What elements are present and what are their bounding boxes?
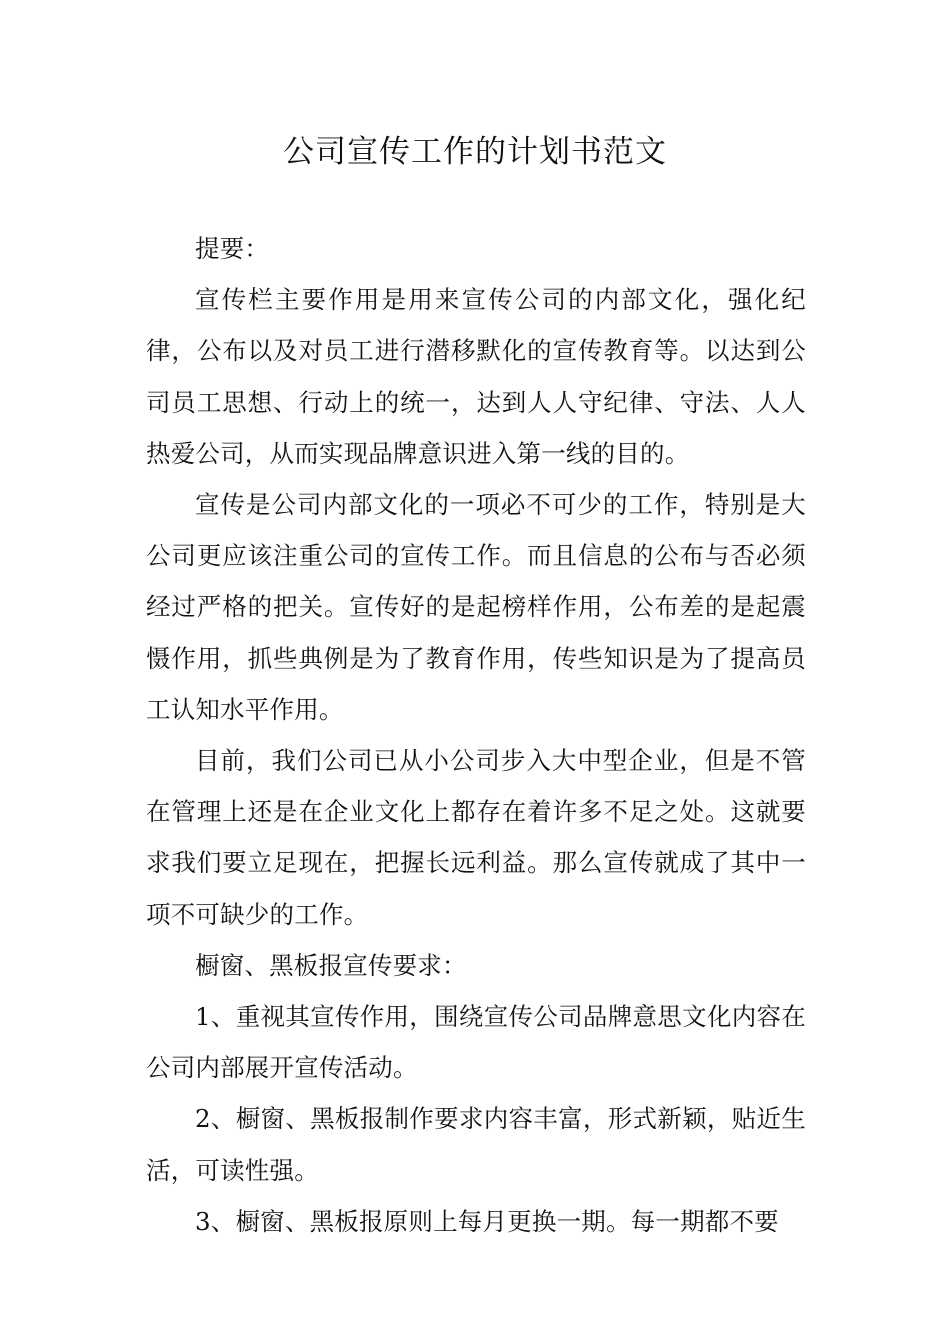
document-body [146,223,806,1247]
paragraph-bulletin-purpose: 宣传栏主要作用是用来宣传公司的内部文化，强化纪律，公布以及对员工进行潜移默化的宣传教育等。以达到公司员工思想、行动上的统一，达到人人守纪律、守法、人人热爱公司，从而实现品牌意识进入第一线的目的。 [146,285,806,468]
summary-heading: 提要： [195,234,270,263]
paragraph-current-situation: 目前，我们公司已从小公司步入大中型企业，但是不管在管理上还是在企业文化上都存在着许多不足之处。这就要求我们要立足现在，把握长远利益。那么宣传就成了其中一项不可缺少的工作。 [146,746,806,929]
requirement-item-2: 2、橱窗、黑板报制作要求内容丰富，形式新颖，贴近生活，可读性强。 [146,1104,806,1185]
paragraph-publicity-importance: 宣传是公司内部文化的一项必不可少的工作，特别是大公司更应该注重公司的宣传工作。而且信息的公布与否必须经过严格的把关。宣传好的是起榜样作用，公布差的是起震慑作用，抓些典例是为了教育作用，传些知识是为了提高员工认知水平作用。 [146,490,806,724]
document-title: 公司宣传工作的计划书范文 [283,134,667,170]
requirement-item-3: 3、橱窗、黑板报原则上每月更换一期。每一期都不要 [195,1206,779,1236]
requirements-heading: 橱窗、黑板报宣传要求： [195,950,467,980]
requirement-item-1: 1、重视其宣传作用，围绕宣传公司品牌意思文化内容在公司内部展开宣传活动。 [146,1002,806,1083]
